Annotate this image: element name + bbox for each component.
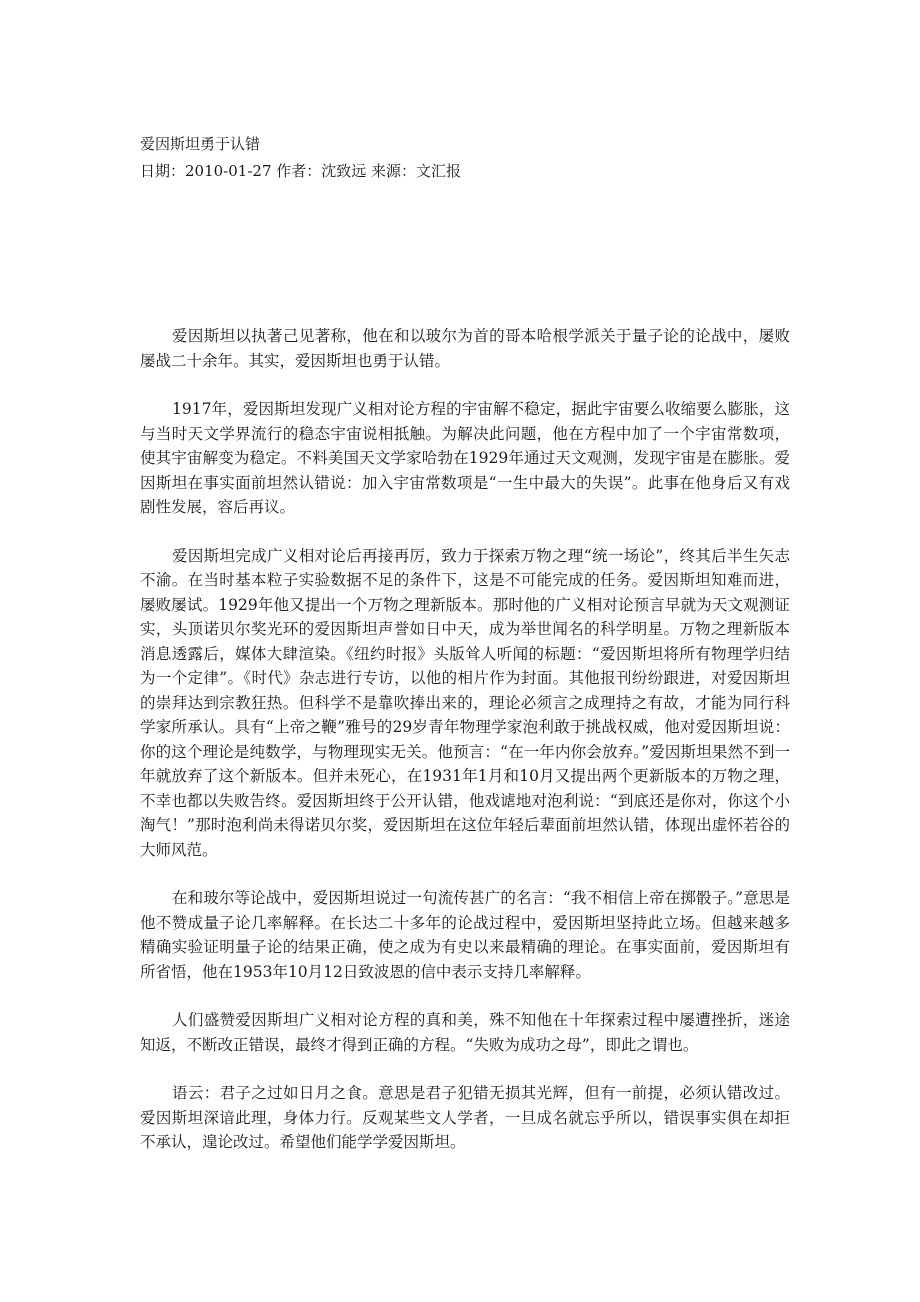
paragraph-5: 人们盛赞爱因斯坦广义相对论方程的真和美，殊不知他在十年探索过程中屡遭挫折，迷途知返，不断改正错误，最终才得到正确的方程。“失败为成功之母”，即此之谓也。 [140,1011,790,1054]
article-body [140,324,790,1179]
document-title: 爱因斯坦勇于认错 [140,135,261,153]
paragraph-3: 爱因斯坦完成广义相对论后再接再厉，致力于探索万物之理“统一场论”，终其后半生矢志不渝。在当时基本粒子实验数据不足的条件下，这是不可能完成的任务。爱因斯坦知难而进，屡败屡试。1929年他又提出一个万物之理新版本。那时他的广义相对论预言早就为天文观测证实，头顶诺贝尔奖光环的爱因斯坦声誉如日中天，成为举世闻名的科学明星。万物之理新版本消息透露后，媒体大肆渲染。《纽约时报》头版耸人听闻的标题：“爱因斯坦将所有物理学归结为一个定律”。《时代》杂志进行专访，以他的相片作为封面。其他报刊纷纷跟进，对爱因斯坦的崇拜达到宗教狂热。但科学不是靠吹捧出来的，理论必须言之成理持之有故，才能为同行科学家所承认。具有“上帝之鞭”雅号的29岁青年物理学家泡利敢于挑战权威，他对爱因斯坦说：你的这个理论是纯数学，与物理现实无关。他预言：“在一年内你会放弃。”爱因斯坦果然不到一年就放弃了这个新版本。但并未死心，在1931年1月和10月又提出两个更新版本的万物之理，不幸也都以失败告终。爱因斯坦终于公开认错，他戏谑地对泡利说：“到底还是你对，你这个小淘气！”那时泡利尚未得诺贝尔奖，爱因斯坦在这位年轻后辈面前坦然认错，体现出虚怀若谷的大师风范。 [140,546,790,859]
paragraph-1: 爱因斯坦以执著己见著称，他在和以玻尔为首的哥本哈根学派关于量子论的论战中，屡败屡战二十余年。其实，爱因斯坦也勇于认错。 [140,327,790,370]
document-meta: 日期：2010-01-27 作者：沈致远 来源：文汇报 [140,162,462,180]
document-header [140,131,461,185]
paragraph-4: 在和玻尔等论战中，爱因斯坦说过一句流传甚广的名言：“我不相信上帝在掷骰子。”意思是他不赞成量子论几率解释。在长达二十多年的论战过程中，爱因斯坦坚持此立场。但越来越多精确实验证明量子论的结果正确，使之成为有史以来最精确的理论。在事实面前，爱因斯坦有所省悟，他在1953年10月12日致波恩的信中表示支持几率解释。 [140,889,790,981]
paragraph-2: 1917年，爱因斯坦发现广义相对论方程的宇宙解不稳定，据此宇宙要么收缩要么膨胀，这与当时天文学界流行的稳态宇宙说相抵触。为解决此问题，他在方程中加了一个宇宙常数项，使其宇宙解变为稳定。不料美国天文学家哈勃在1929年通过天文观测，发现宇宙是在膨胀。爱因斯坦在事实面前坦然认错说：加入宇宙常数项是“一生中最大的失误”。此事在他身后又有戏剧性发展，容后再议。 [140,400,790,516]
paragraph-6: 语云：君子之过如日月之食。意思是君子犯错无损其光辉，但有一前提，必须认错改过。爱因斯坦深谙此理，身体力行。反观某些文人学者，一旦成名就忘乎所以，错误事实俱在却拒不承认，遑论改过。希望他们能学学爱因斯坦。 [140,1084,790,1151]
